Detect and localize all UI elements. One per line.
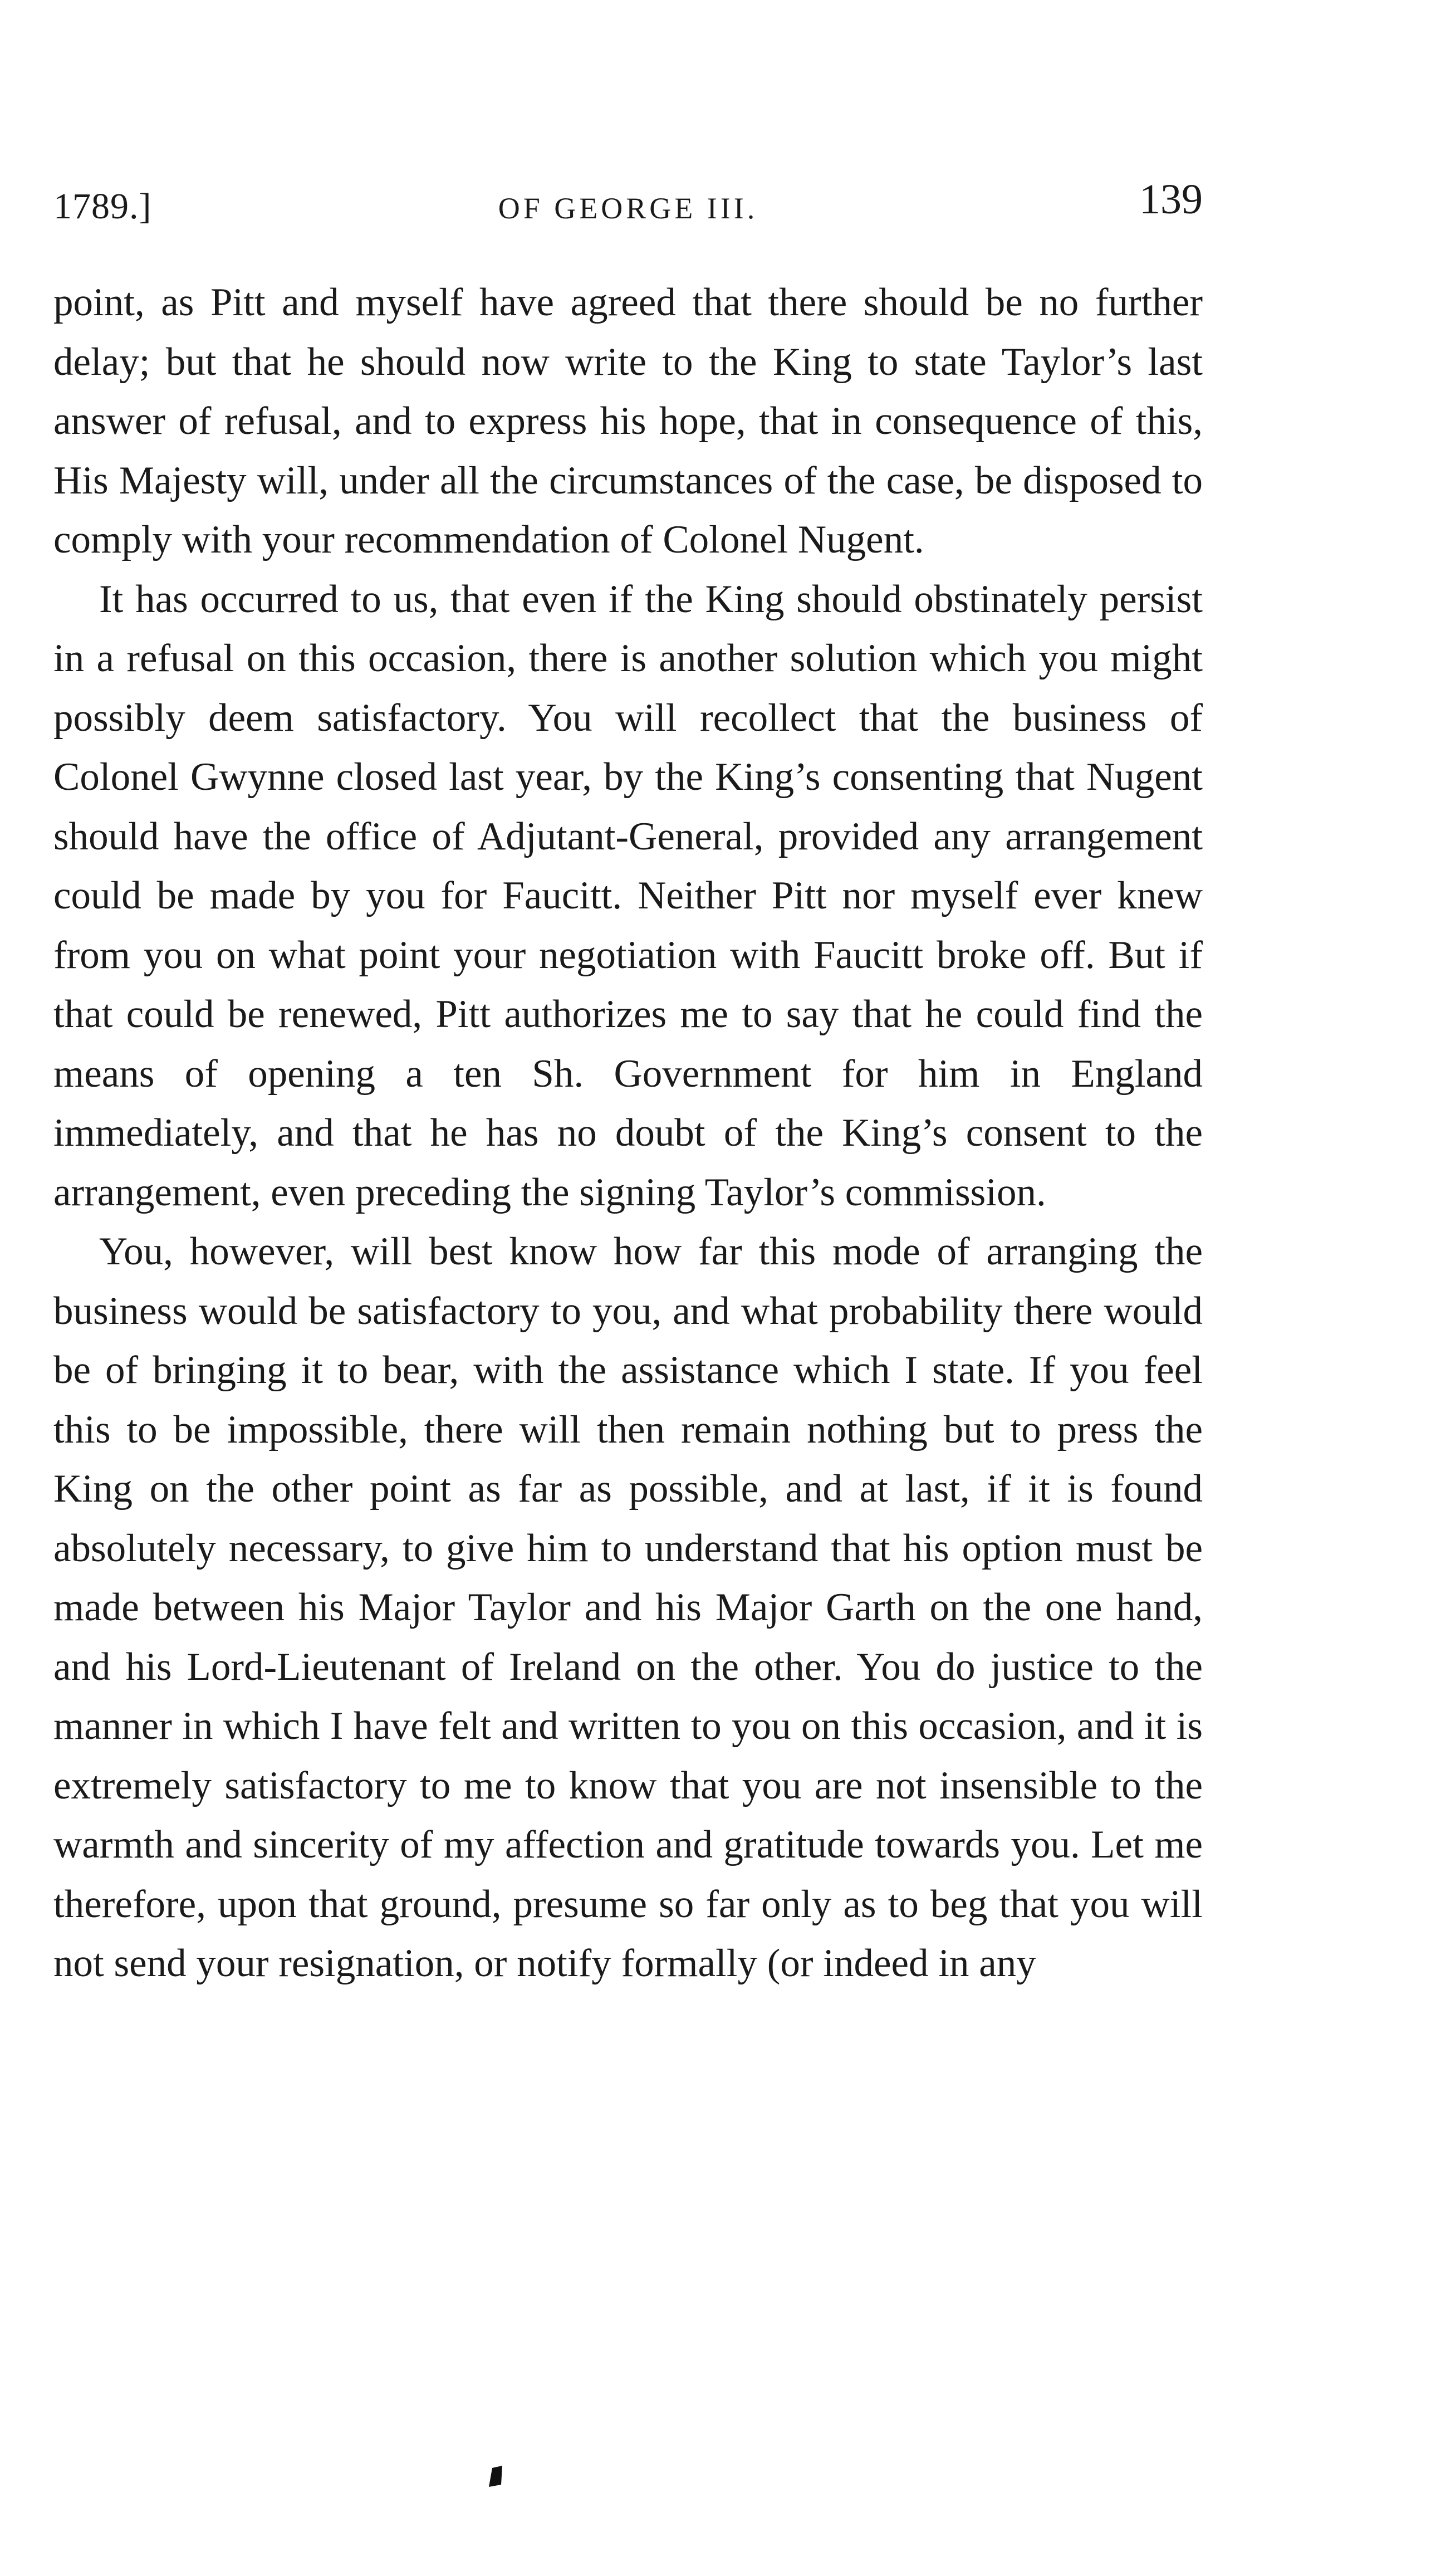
paragraph-1: point, as Pitt and myself have agreed that there should be no further delay; but that he should now write to the King to state Taylor’s last answer of refusal, and to express his hope, that in consequence of this, His Majesty will, under all the circumstances of the case, be disposed to comply with your recommendation of Colonel Nugent. <box>53 281 1203 561</box>
page-number: 139 <box>1139 176 1203 223</box>
page-header <box>53 175 1203 237</box>
paragraph-3: You, however, will best know how far this mode of arranging the business would be satisfactory to you, and what probability there would be of bringing it to bear, with the assistance which I state. If you feel this to be impossible, there will then remain nothing but to press the King on the other point as far as possible, and at last, if it is found absolutely necessary, to give him to understand that his option must be made between his Major Taylor and his Major Garth on the one hand, and his Lord-Lieutenant of Ireland on the other. You do justice to the manner in which I have felt and written to you on this occasion, and it is extremely satisfactory to me to know that you are not insensible to the warmth and sincerity of my affection and gratitude towards you. Let me therefore, upon that ground, presume so far only as to beg that you will not send your resignation, or notify formally (or indeed in any <box>53 1230 1203 1985</box>
letter-body <box>53 273 1203 1993</box>
header-year: 1789.] <box>53 186 152 227</box>
paragraph-2: It has occurred to us, that even if the King should obstinately persist in a refusal on this occasion, there is another solution which you might possibly deem satisfactory. You will recollect that the business of Colonel Gwynne closed last year, by the King’s consenting that Nugent should have the office of Adjutant-General, provided any arrangement could be made by you for Faucitt. Neither Pitt nor myself ever knew from you on what point your negotiation with Faucitt broke off. But if that could be renewed, Pitt authorizes me to say that he could find the means of opening a ten Sh. Government for him in England immediately, and that he has no doubt of the King’s consent to the arrangement, even preceding the signing Taylor’s commission. <box>53 577 1203 1214</box>
printer-mark-icon <box>484 2465 506 2488</box>
running-title: OF GEORGE III. <box>498 192 758 225</box>
